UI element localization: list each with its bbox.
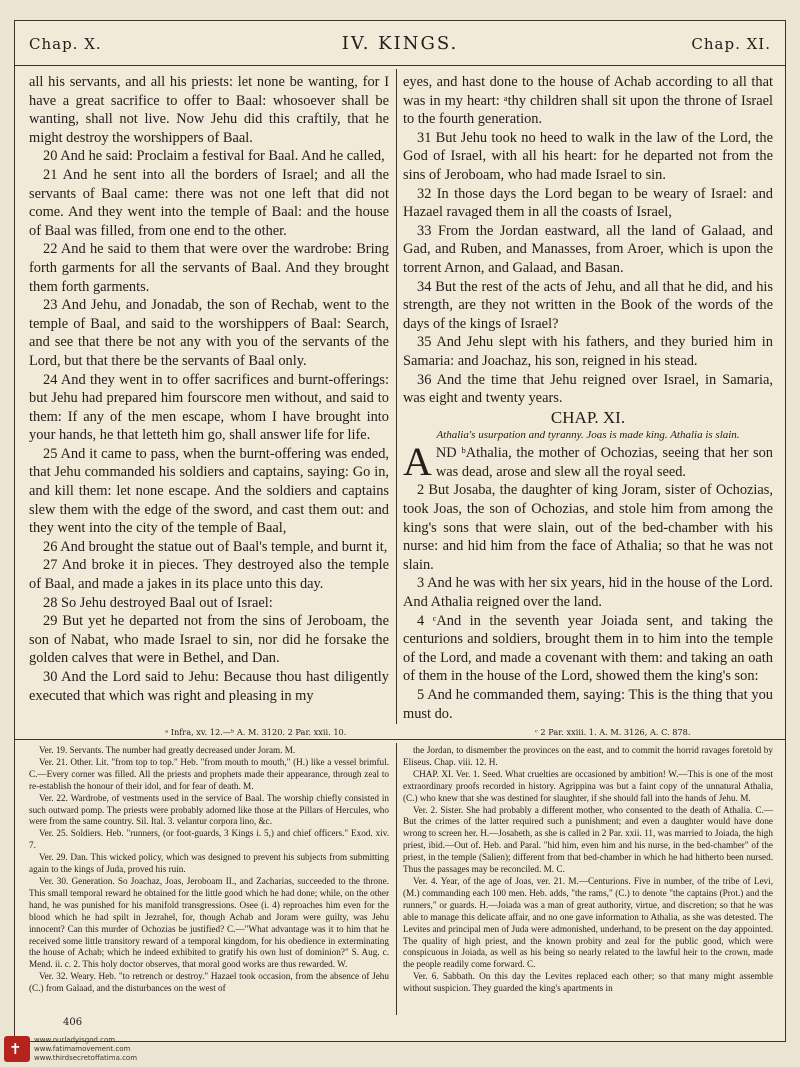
verse-paragraph: 34 But the rest of the acts of Jehu, and all that he did, and his strength, are they not written in the Book of the words of the days of the kings of Israel?: [403, 278, 773, 332]
commentary-note: Ver. 2. Sister. She had probably a different mother, who consented to the death of Athalia. C.—But the crimes of the latter required such a punishment; and even a daughter would have done wrong to screen her. H.—Josabeth, as she is called in 2 Par. xxii. 11, was married to Joiada, the high priest, ibid.—Out of. Heb. and Paral. "hid him, even him and his nurse, in the bed-chamber" of the priest, in the temple (Salien); different from that bed-chamber in which he had hitherto been nursed. Thus the passages may be reconciled. M. C.: [403, 804, 773, 875]
cross-icon: ✝: [9, 1040, 22, 1058]
footnote-references-left: ᵃ Infra, xv. 12.—ᵇ A. M. 3120. 2 Par. xxii. 10.: [165, 727, 347, 737]
verse-paragraph: 21 And he sent into all the borders of Israel; and all the servants of Baal came: there was not one left that did not come. And they went into the temple of Baal: and the house of Baal was filled, from one end to the other.: [29, 166, 389, 239]
commentary-note: Ver. 4. Year, of the age of Joas, ver. 21. M.—Centurions. Five in number, of the tribe of Levi, (M.) commanding each 100 men. Heb. adds, "the rams," (C.) to denote "the captains (Prot.) and the runners," or guards. H.—Joiada was a man of great authority, virtue, and discretion; so that he was able to manage this delicate affair, and no one gave information to Athalia, as she was detested. The Levites and principal men of Juda were admonished, underhand, to be present on the day appointed. The quality of high priest, and the known probity and zeal for the public good, which were conspicuous in Joiada, as well as his being so nearly related to the lawful heir to the crown, made the people readily come forward. C.: [403, 875, 773, 970]
verse-paragraph: 28 So Jehu destroyed Baal out of Israel:: [43, 594, 273, 611]
verse-paragraph: 23 And Jehu, and Jonadab, the son of Rechab, went to the temple of Baal, and said to the worshippers of Baal: Search, and see that there be not any with you of the servants of the Lord, but that there be the servants of Baal only.: [29, 297, 389, 369]
watermark-urls: [34, 1036, 137, 1063]
commentary-note: Ver. 30. Generation. So Joachaz, Joas, Jeroboam II., and Zacharias, succeeded to the throne. This small temporal reward he obtained for the little good which he had done; while, on the other hand, he was punished for his manifold transgressions. Osee (i. 4) reproaches him even for the blood which he had spilt in Jezrahel, for, though Achab and Joram were guilty, was Jehu innocent? Can this murder of Ochozias be justified? C.—"What advantage was it to him that he received some little transitory reward of a temporal kingdom, for his obedience in exterminating the house of Achab; which he indeed exhibited to gratify his own lust of dominion?" S. Aug. c. Mend. ii. c. 2. This holy doctor observes, that moral good works are thus rewarded. W.: [29, 875, 389, 970]
verse-paragraph: 30 And the Lord said to Jehu: Because thou hast diligently executed that which was right and pleasing in my: [29, 669, 389, 704]
notes-separator: [15, 739, 785, 740]
verse-paragraph: 20 And he said: Proclaim a festival for Baal. And he called,: [43, 148, 385, 165]
running-header: [15, 21, 785, 66]
book-page: [14, 20, 786, 1042]
verse-paragraph: 36 And the time that Jehu reigned over Israel, in Samaria, was eight and twenty years.: [403, 371, 773, 407]
commentary-note: Ver. 21. Other. Lit. "from top to top." Heb. "from mouth to mouth," (H.) like a vessel brimful. C.—Every corner was filled. All the priests and prophets made their appearance, through zeal to re-establish the honour of their idol, and for fear of death. M.: [29, 756, 389, 791]
footnote-references-right: ᶜ 2 Par. xxiii. 1. A. M. 3126, A. C. 878.: [535, 727, 691, 737]
verse-paragraph: 5 And he commanded them, saying: This is the thing that you must do.: [403, 687, 773, 721]
verse-paragraph: 33 From the Jordan eastward, all the land of Galaad, and Gad, and Ruben, and Manasses, from Aroer, which is upon the torrent Arnon, and Galaad, and Basan.: [403, 222, 773, 276]
column-divider: [396, 69, 397, 724]
verse-paragraph: 26 And brought the statue out of Baal's temple, and burnt it,: [43, 538, 388, 555]
verse-paragraph: eyes, and hast done to the house of Achab according to all that was in my heart: ᵃthy children shall sit upon the throne of Israel to the fourth generation.: [403, 74, 773, 128]
verse-paragraph: 24 And they went in to offer sacrifices and burnt-offerings: but Jehu had prepared him fourscore men without, and said to them: If any of the men escape, whom I have brought into your hands, he that letteth him go, shall answer life for life.: [29, 371, 389, 444]
commentary-note: the Jordan, to dismember the provinces on the east, and to commit the horrid ravages foretold by Eliseus. Chap. viii. 12. H.: [403, 745, 773, 767]
verse-paragraph: 31 But Jehu took no heed to walk in the law of the Lord, the God of Israel, with all his heart: for he departed not from the sins of Jeroboam, who had made Israel to sin.: [403, 129, 773, 183]
notes-column-divider: [396, 743, 397, 1015]
verse-paragraph: 32 In those days the Lord began to be weary of Israel: and Hazael ravaged them in all the coasts of Israel,: [403, 185, 773, 221]
chapter-summary: Athalia's usurpation and tyranny. Joas is made king. Athalia is slain.: [436, 429, 740, 442]
commentary-note: Ver. 29. Dan. This wicked policy, which was designed to prevent his subjects from submitting again to the kings of Juda, proved his ruin.: [29, 852, 389, 875]
commentary-note: Ver. 6. Sabbath. On this day the Levites replaced each other; so that many might assemble without suspicion. They guarded the king's apartments in: [403, 971, 773, 994]
commentary-right: [403, 745, 773, 1015]
watermark-url: www.thirdsecretoffatima.com: [34, 1054, 138, 1062]
drop-cap: A: [403, 439, 432, 485]
header-chapter-left: Chap. X.: [29, 35, 102, 53]
chapter-first-verse: [403, 439, 773, 485]
first-verse-text: ND ᵇAthalia, the mother of Ochozias, seeing that her son was dead, arose and slew all the royal seed.: [435, 445, 773, 480]
verse-paragraph: 22 And he said to them that were over the wardrobe: Bring forth garments for all the servants of Baal. And they brought them forth garments.: [29, 241, 389, 295]
commentary-note: Ver. 32. Weary. Heb. "to retrench or destroy." Hazael took occasion, from the absence of Jehu (C.) from Galaad, and the disturbances on the west of: [29, 971, 389, 994]
commentary-left: [29, 745, 389, 1015]
header-book-title: IV. KINGS.: [341, 33, 459, 54]
verse-paragraph: 25 And it came to pass, when the burnt-offering was ended, that Jehu commanded his soldiers and captains, saying: Go in, and kill them: let none escape. And the soldiers and captains slew them with the edge of the sword, and cast them out: and they went into the city of the temple of Baal,: [29, 445, 389, 537]
verse-paragraph: 4 ᶜAnd in the seventh year Joiada sent, and taking the centurions and soldiers, brought them in to him into the temple of the Lord, and made a covenant with them: and taking an oath of them in the house of the Lord, showed them the king's son:: [403, 612, 773, 685]
verse-paragraph: 29 But yet he departed not from the sins of Jeroboam, the son of Nabat, who made Israel to sin, nor did he forsake the golden calves that were in Bethel, and Dan.: [29, 613, 389, 667]
commentary-note: Ver. 22. Wardrobe, of vestments used in the service of Baal. The worship chiefly consisted in such outward pomp. The priests were probably adorned like those at the Pillars of Hercules, who were from the same country. Sil. Ital. 3. velantur corpora lino, &c.: [29, 792, 389, 827]
right-text-column: [403, 73, 773, 721]
commentary-note: Ver. 25. Soldiers. Heb. "runners, (or foot-guards, 3 Kings i. 5,) and chief officers." Exod. xiv. 7.: [29, 828, 389, 851]
commentary-note: Ver. 19. Servants. The number had greatly decreased under Joram. M.: [39, 745, 296, 755]
page-number: 406: [63, 1017, 83, 1028]
chapter-title: CHAP. XI.: [550, 407, 626, 427]
watermark-url: www.fatimamovement.com: [34, 1045, 131, 1053]
verse-paragraph: all his servants, and all his priests: let none be wanting, for I have a great sacrifice to offer to Baal: whosoever shall be wanting, shall not live. Now Jehu did this craftily, that he might destroy the worshippers of Baal.: [29, 74, 389, 146]
commentary-note: CHAP. XI. Ver. 1. Seed. What cruelties are occasioned by ambition! W.—This is one of the most extraordinary proofs recorded in history. Agrippina was but a faint copy of the unnatural Athalia, (C.) who knew that she was destined for slaughter, if she should fall into the hands of Jehu. M.: [403, 768, 773, 803]
header-chapter-right: Chap. XI.: [691, 35, 771, 53]
verse-paragraph: 3 And he was with her six years, hid in the house of the Lord. And Athalia reigned over the land.: [403, 575, 773, 611]
verse-paragraph: 2 But Josaba, the daughter of king Joram, sister of Ochozias, took Joas, the son of Ochozias, and stole him from among the king's sons that were slain, out of the bed-chamber with his nurse: and hid him from the face of Athalia; so that he was not slain.: [403, 482, 773, 573]
verse-paragraph: 35 And Jehu slept with his fathers, and they buried him in Samaria: and Joachaz, his son, reigned in his stead.: [403, 334, 773, 369]
verse-paragraph: 27 And broke it in pieces. They destroyed also the temple of Baal, and made a jakes in its place unto this day.: [29, 557, 389, 593]
left-text-column: [29, 73, 389, 721]
watermark-url: www.ourladyisgod.com: [34, 1036, 116, 1044]
